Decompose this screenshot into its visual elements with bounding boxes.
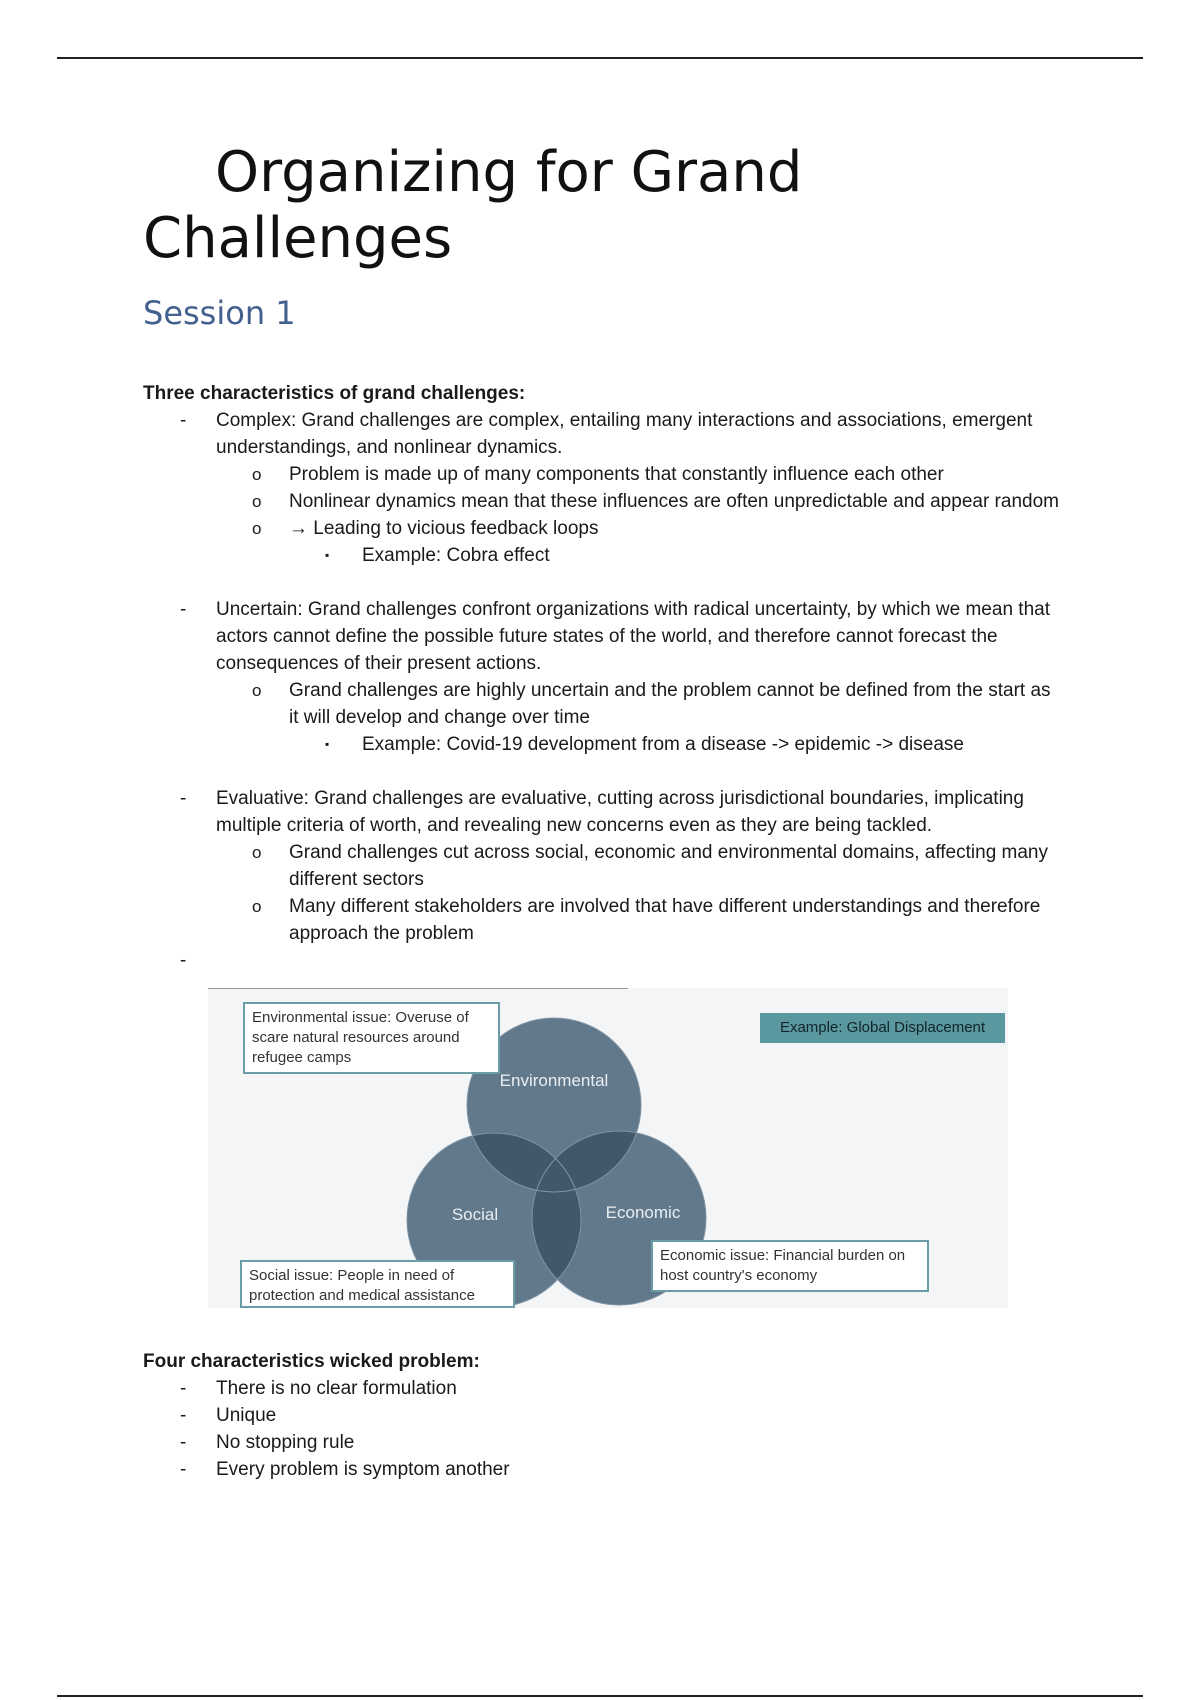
list-item-uncertain: [143, 596, 1063, 758]
footer-rule: [57, 1695, 1143, 1697]
list-item-text: Complex: Grand challenges are complex, entailing many interactions and associations, emergent understandings, and nonlinear dynamics.: [216, 410, 1033, 458]
list-item-empty: [143, 947, 1063, 974]
economic-label: Economic: [605, 1203, 681, 1222]
dash-bullet: -: [180, 410, 187, 431]
section-heading-grand-challenges: Three characteristics of grand challenges:: [143, 383, 526, 404]
sub-list-item-text: Nonlinear dynamics mean that these influences are often unpredictable and appear random: [289, 491, 1059, 512]
sub-list-item: [216, 461, 1063, 488]
social-label: Social: [451, 1205, 499, 1224]
square-bullet: ▪: [325, 737, 330, 751]
sub-list-item-text: Grand challenges are highly uncertain and the problem cannot be defined from the start as it will develop and change over time: [289, 680, 1051, 728]
wicked-problem-list: [143, 1375, 1063, 1483]
environmental-label: Environmental: [499, 1071, 609, 1090]
dash-bullet: -: [180, 950, 187, 971]
dash-bullet: -: [180, 1405, 187, 1426]
example-tag: Example: Global Displacement: [760, 1013, 1005, 1043]
sub-list-item-text: Grand challenges cut across social, economic and environmental domains, affecting many different sectors: [289, 842, 1048, 890]
dash-bullet: -: [180, 1432, 187, 1453]
circle-bullet: o: [252, 492, 262, 511]
sub-list-item: [216, 893, 1063, 947]
list-item-evaluative: [143, 785, 1063, 947]
list-item-text: Uncertain: Grand challenges confront organizations with radical uncertainty, by which we mean that actors cannot define the possible future states of the world, and therefore cannot forecast the consequences of their present actions.: [216, 599, 1050, 674]
list-item-text: Every problem is symptom another: [216, 1459, 510, 1480]
list-item: [143, 1375, 1063, 1402]
example-text: Example: Covid-19 development from a disease -> epidemic -> disease: [362, 734, 964, 755]
global-displacement-venn-figure: [208, 988, 1008, 1308]
environmental-issue-callout: Environmental issue: Overuse of scare natural resources around refugee camps: [243, 1002, 500, 1074]
sub-list: [216, 461, 1063, 569]
dash-bullet: -: [180, 788, 187, 809]
list-item-text: Unique: [216, 1405, 277, 1426]
list-item-text: Evaluative: Grand challenges are evaluative, cutting across jurisdictional boundaries, implicating multiple criteria of worth, and revealing new concerns even as they are being tackled.: [216, 788, 1024, 836]
list-item: [143, 1456, 1063, 1483]
section-heading-wicked-problem: Four characteristics wicked problem:: [143, 1351, 480, 1372]
sub-list-item: [216, 515, 1063, 569]
example-text: Example: Cobra effect: [362, 545, 550, 566]
circle-bullet: o: [252, 465, 262, 484]
social-issue-callout: Social issue: People in need of protection and medical assistance: [240, 1260, 515, 1308]
square-bullet: ▪: [325, 548, 330, 562]
sub-list: [216, 839, 1063, 947]
sub-list-item-text: Many different stakeholders are involved that have different understandings and therefore approach the problem: [289, 896, 1041, 944]
page-title: Organizing for Grand Challenges: [143, 140, 803, 271]
grand-challenges-list: [143, 407, 1063, 974]
sub-list: [216, 677, 1063, 758]
circle-bullet: o: [252, 519, 262, 538]
dash-bullet: -: [180, 1459, 187, 1480]
list-item: [143, 1402, 1063, 1429]
example-item: [289, 731, 1063, 758]
document-body: [143, 140, 1063, 1483]
list-item-text: No stopping rule: [216, 1432, 355, 1453]
example-list: [289, 731, 1063, 758]
circle-bullet: o: [252, 897, 262, 916]
sub-list-item-text: → Leading to vicious feedback loops: [289, 518, 599, 539]
example-list: [289, 542, 1063, 569]
list-item: [143, 1429, 1063, 1456]
circle-bullet: o: [252, 681, 262, 700]
header-rule: [57, 57, 1143, 59]
sub-list-item: [216, 488, 1063, 515]
page-subtitle: Session 1: [143, 294, 296, 332]
list-item-text: There is no clear formulation: [216, 1378, 457, 1399]
circle-bullet: o: [252, 843, 262, 862]
sub-list-item: [216, 839, 1063, 893]
sub-list-item-text: Problem is made up of many components that constantly influence each other: [289, 464, 944, 485]
dash-bullet: -: [180, 599, 187, 620]
example-item: [289, 542, 1063, 569]
dash-bullet: -: [180, 1378, 187, 1399]
sub-list-item: [216, 677, 1063, 758]
economic-issue-callout: Economic issue: Financial burden on host country's economy: [651, 1240, 929, 1292]
list-item-complex: [143, 407, 1063, 569]
